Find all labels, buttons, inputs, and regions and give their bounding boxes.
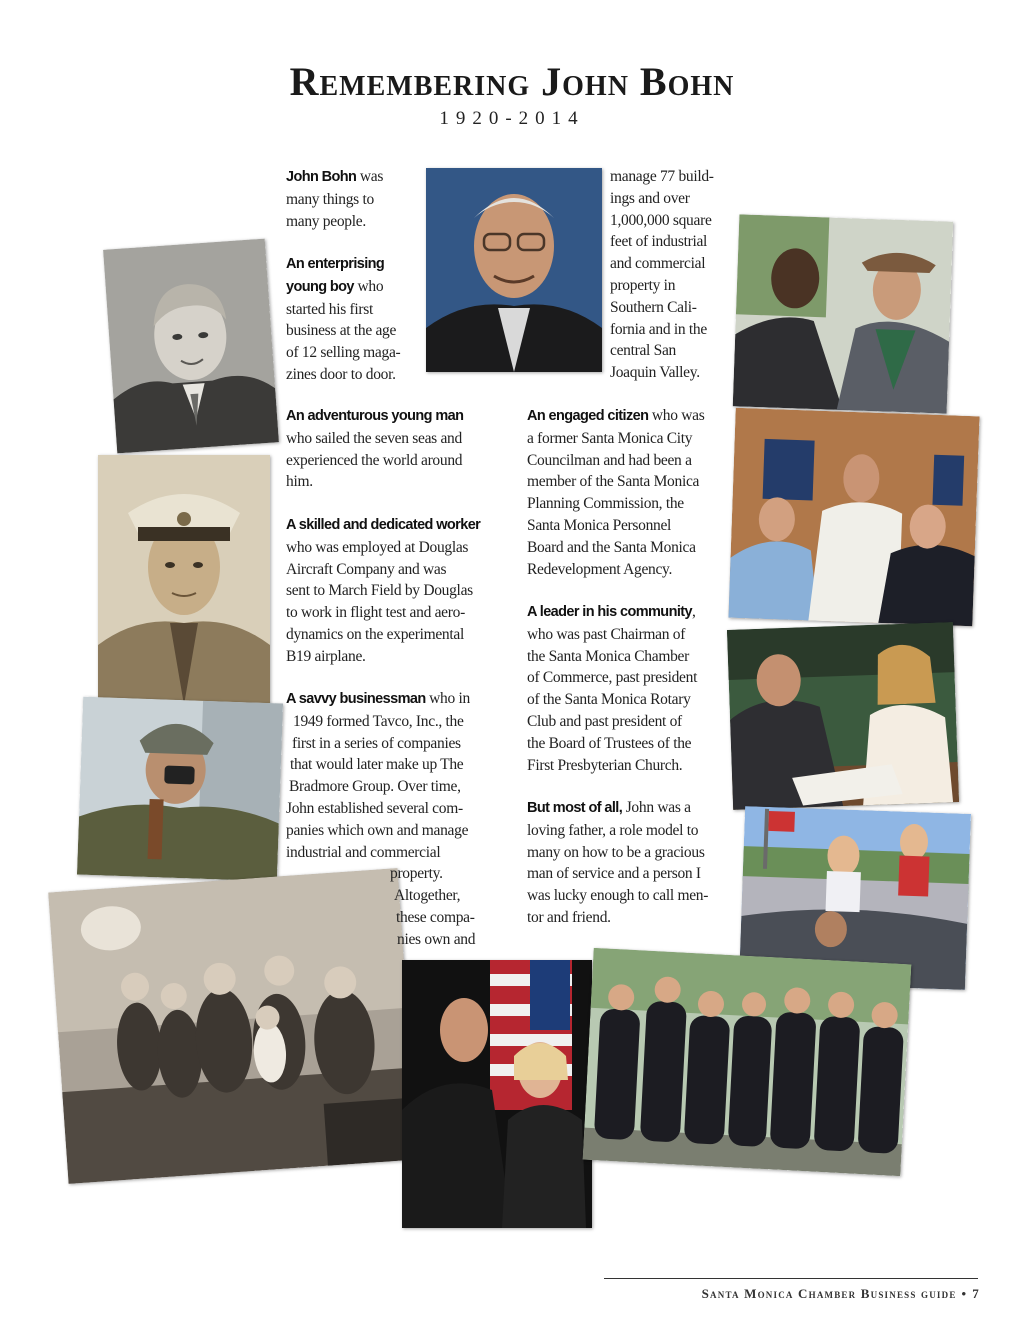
photo-group-event [583,948,912,1176]
publication-name: Santa Monica Chamber Business guide [701,1286,957,1301]
page-subtitle-years: 1920-2014 [439,108,585,129]
photo-navy-portrait [98,455,270,705]
photo-two-men-handshake [733,214,954,413]
photo-reviewing-papers [727,622,959,810]
photo-rotary-group [728,408,979,626]
photo-flag-couple [402,960,592,1228]
photo-helmet-binoculars [77,697,283,882]
adventurer-paragraph: An adventurous young man who sailed the seven seas and experienced the world around him. [286,408,464,491]
photo-young-boy [103,239,279,454]
citizen-paragraph: An engaged citizen who was a former Santa Monica City Councilman and had been a member of the Santa Monica Planning Commission, the Santa Monica Personnel Board and the Santa Monica Redevelopment Agency. [527,407,705,578]
page-title: Remembering John Bohn [289,59,735,104]
properties-paragraph: manage 77 build- ings and over 1,000,000 square feet of industrial and commercial property in Southern Cali- fornia and in the central San Joaquin Valley. [610,168,714,382]
businessman-paragraph: A savvy businessman who in 1949 formed Tavco, Inc., the first in a series of companies that would later make up The Bradmore Group. Over time, John established several com- panies which own and manage industrial and commercial property. Altogether, these compa- nies own and [286,690,476,948]
photo-elderly-portrait [426,168,602,372]
footer-rule [604,1278,978,1279]
intro-name: John Bohn [286,169,357,185]
entrepreneur-paragraph: An enterprising young boy who started his first business at the age of 12 selling maga- zines door to door. [286,256,401,383]
page-number: 7 [972,1286,980,1301]
worker-paragraph: A skilled and dedicated worker who was employed at Douglas Aircraft Company and was sent to March Field by Douglas to work in flight test and aero- dynamics on the experimental B19 airplane. [286,517,481,665]
leader-paragraph: A leader in his community, who was past Chairman of the Santa Monica Chamber of Commerce, past president of the Santa Monica Rotary Club and past president of the Board of Trustees of the First Presbyterian Church. [527,603,698,774]
intro-paragraph: John Bohn was many things to many people. [286,168,384,230]
page-footer [604,1286,980,1302]
footer-bullet: • [961,1286,968,1301]
closing-paragraph: But most of all, John was a loving father, a role model to many on how to be a gracious man of service and a person I was lucky enough to call men- tor and friend. [527,799,709,926]
